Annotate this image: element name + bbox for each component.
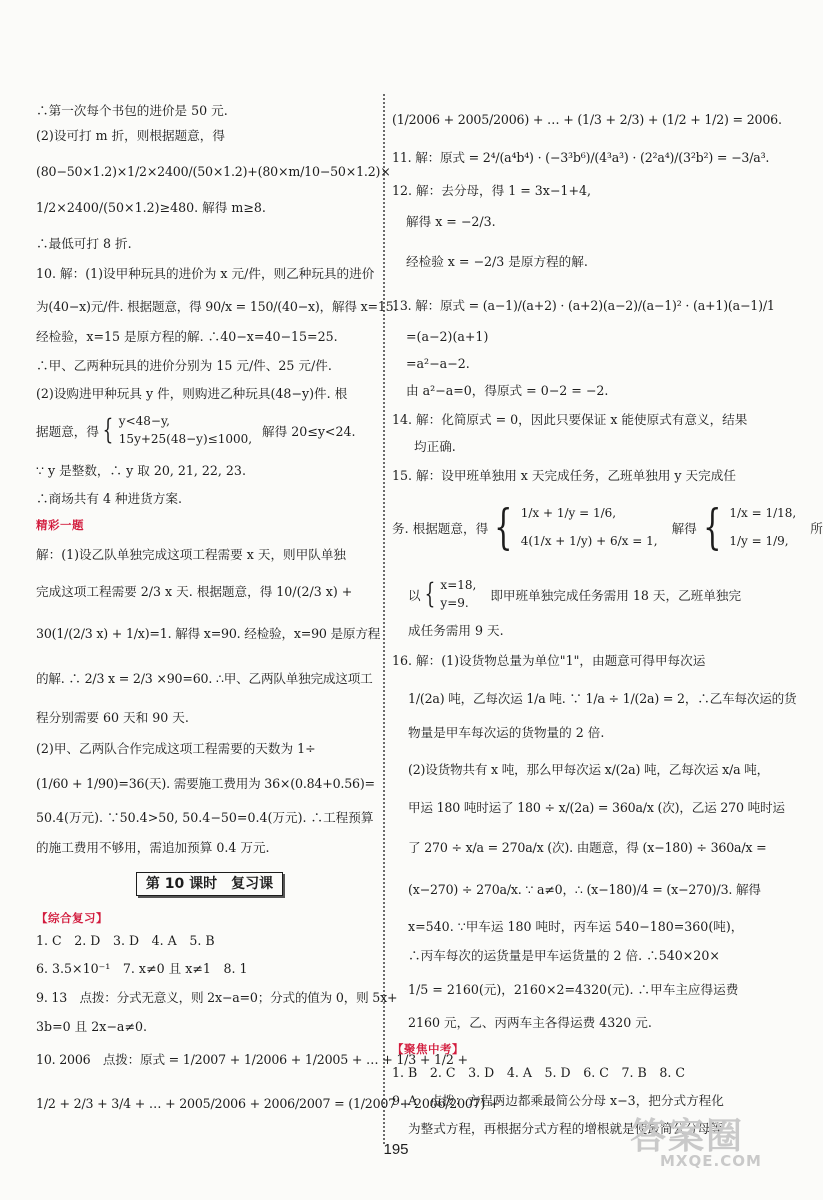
text-line: (1/2006 + 2005/2006) + … + (1/3 + 2/3) + (1/2 + 1/2) = 2006. (392, 112, 782, 127)
text-line: 9. 13 点拨：分式无意义，则 2x−a=0；分式的值为 0，则 5x+ (36, 990, 398, 1005)
equation: (80−50×1.2)×1/2×2400/(50×1.2)+(80×m/10−50×1.2)× (36, 164, 391, 179)
section-tag (36, 510, 380, 540)
text-line: ∴商场共有 4 种进货方案. (36, 491, 182, 506)
solution-system: 以 { x=18, y=9. 即甲班单独完成任务需用 18 天，乙班单独完 (408, 577, 742, 610)
watermark-text: 答案圈 (630, 1116, 745, 1157)
text-line: 1/2 + 2/3 + 3/4 + … + 2005/2006 + 2006/2007 = (1/2007 + 2006/2007) + (36, 1096, 500, 1111)
text-line: (1/60 + 1/90)=36(天). 需要施工费用为 36×(0.84+0.56)= (36, 776, 375, 791)
brace-symbol: { (102, 413, 114, 446)
system-of-equations: 务. 根据题意，得 { 1/x + 1/y = 1/6, 4(1/x + 1/y) + 6/x = 1, 解得 { 1/x = 1/18, 1/y = 1/9, 所 (392, 499, 823, 555)
text-line: 1/2×2400/(50×1.2)≥480. 解得 m≥8. (36, 200, 266, 215)
text-line: (x−270) ÷ 270a/x. ∵ a≠0，∴ (x−180)/4 = (x−270)/3. 解得 (408, 882, 761, 897)
watermark-url: MXQE.COM (660, 1152, 762, 1170)
brace-symbol: { (702, 499, 722, 555)
text-line: ∵ y 是整数，∴ y 取 20, 21, 22, 23. (36, 463, 246, 478)
text-line: 3b=0 且 2x−a≠0. (36, 1019, 147, 1034)
text-line: 解得 x = −2/3. (406, 214, 496, 229)
text-line: 10. 2006 点拨：原式 = 1/2007 + 1/2006 + 1/2005 + … + 1/3 + 1/2 + (36, 1052, 468, 1067)
equation-stack: 1/x + 1/y = 1/6, 4(1/x + 1/y) + 6/x = 1, (520, 506, 658, 548)
text-line: 30(1/(2/3 x) + 1/x)=1. 解得 x=90. 经检验，x=90 是原方程 (36, 626, 381, 641)
text-line: 了 270 ÷ x/a = 270a/x (次). 由题意，得 (x−180) ÷ 360a/x = (408, 840, 767, 855)
column-divider (383, 94, 385, 1144)
text-line: 经检验 x = −2/3 是原方程的解. (406, 254, 588, 269)
text-line: 13. 解：原式 = (a−1)/(a+2) · (a+2)(a−2)/(a−1)² · (a+1)(a−1)/1 (392, 298, 775, 313)
text-line: 1. C 2. D 3. D 4. A 5. B (36, 933, 215, 948)
text-line: 2160 元，乙、丙两车主各得运费 4320 元. (408, 1015, 652, 1030)
text-line: 的解. ∴ 2/3 x = 2/3 ×90=60. ∴甲、乙两队单独完成这项工 (36, 671, 373, 686)
text-line: ∴丙车每次的运货量是甲车运货量的 2 倍. ∴540×20× (408, 948, 720, 963)
text-line: ∴第一次每个书包的进价是 50 元. (36, 103, 228, 118)
text-line: 为(40−x)元/件. 根据题意，得 90/x = 150/(40−x)，解得 x=15. (36, 299, 398, 314)
text-line: =(a−2)(a+1) (406, 329, 489, 344)
text-line: 完成这项工程需要 2/3 x 天. 根据题意，得 10/(2/3 x) + (36, 584, 353, 599)
text-line: 12. 解：去分母，得 1 = 3x−1+4, (392, 183, 592, 198)
text-line: 10. 解：(1)设甲种玩具的进价为 x 元/件，则乙种玩具的进价 (36, 266, 375, 281)
text-line: 为整式方程，再根据分式方程的增根就是使最简公分母等 (408, 1121, 723, 1136)
text-line: (2)设货物共有 x 吨，那么甲每次运 x/(2a) 吨，乙每次运 x/a 吨， (408, 762, 769, 777)
text-line: ∴甲、乙两种玩具的进价分别为 15 元/件、25 元/件. (36, 358, 332, 373)
text-line: 甲运 180 吨时运了 180 ÷ x/(2a) = 360a/x (次)，乙运 270 吨时运 (408, 800, 785, 815)
text-line: 的施工费用不够用，需追加预算 0.4 万元. (36, 840, 270, 855)
brace-symbol: { (424, 577, 435, 610)
page-number: 195 (383, 1141, 409, 1158)
brace-symbol: { (494, 499, 513, 555)
text-line: 1/(2a) 吨，乙每次运 1/a 吨. ∵ 1/a ÷ 1/(2a) = 2，∴乙车每次运的货 (408, 691, 797, 706)
text-line: 解：(1)设乙队单独完成这项工程需要 x 天，则甲队单独 (36, 547, 347, 562)
tag-label: 【聚焦中考】 (392, 1042, 464, 1056)
text-line: 16. 解：(1)设货物总量为单位"1"，由题意可得甲每次运 (392, 653, 706, 668)
text-line: 1. B 2. C 3. D 4. A 5. D 6. C 7. B 8. C (392, 1065, 686, 1080)
solution-stack: x=18, y=9. (440, 578, 477, 610)
text-line: 50.4(万元). ∵50.4>50, 50.4−50=0.4(万元). ∴工程预算 (36, 810, 374, 825)
text-line: 15. 解：设甲班单独用 x 天完成任务，乙班单独用 y 天完成任 (392, 468, 736, 483)
solution-stack: 1/x = 1/18, 1/y = 1/9, (729, 506, 797, 548)
text-line: 程分别需要 60 天和 90 天. (36, 710, 189, 725)
text-line: 均正确. (414, 439, 456, 454)
text-line: (2)设购进甲种玩具 y 件，则购进乙种玩具(48−y)件. 根 (36, 386, 348, 401)
text-line (36, 152, 391, 192)
text-line: 成任务需用 9 天. (408, 623, 504, 638)
text-line: (2)甲、乙两队合作完成这项工程需要的天数为 1÷ (36, 741, 316, 756)
text-line: 6. 3.5×10⁻¹ 7. x≠0 且 x≠1 8. 1 (36, 961, 248, 976)
tag-label: 【综合复习】 (36, 911, 108, 925)
text-line: 由 a²−a=0，得原式 = 0−2 = −2. (406, 383, 609, 398)
watermark-logo (630, 1108, 780, 1178)
text-line: 物量是甲车每次运的货物量的 2 倍. (408, 725, 605, 740)
text-line: 经检验，x=15 是原方程的解. ∴40−x=40−15=25. (36, 329, 338, 344)
text-line: (2)设可打 m 折，则根据题意，得 (36, 128, 225, 143)
inequality-stack: y<48−y, 15y+25(48−y)≤1000, (118, 414, 253, 446)
text-line: 1/5 = 2160(元)，2160×2=4320(元). ∴甲车主应得运费 (408, 982, 739, 997)
system-of-inequalities: 据题意，得 { y<48−y, 15y+25(48−y)≤1000, 解得 20≤y<24. (36, 413, 356, 446)
lesson-title: 第 10 课时 复习课 (136, 872, 283, 896)
text-line: 11. 解：原式 = 2⁴/(a⁴b⁴) · (−3³b⁶)/(4³a³) · (2²a⁴)/(3²b²) = −3/a³. (392, 150, 770, 165)
text-line: 9. A 点拨：方程两边都乘最简公分母 x−3，把分式方程化 (392, 1093, 724, 1108)
tag-label: 精彩一题 (36, 518, 84, 532)
text-line: 14. 解：化简原式 = 0，因此只要保证 x 能使原式有意义，结果 (392, 412, 748, 427)
text-line: =a²−a−2. (406, 356, 470, 371)
text-line: x=540. ∵甲车运 180 吨时，丙车运 540−180=360(吨)， (408, 919, 744, 934)
text-line: ∴最低可打 8 折. (36, 236, 132, 251)
